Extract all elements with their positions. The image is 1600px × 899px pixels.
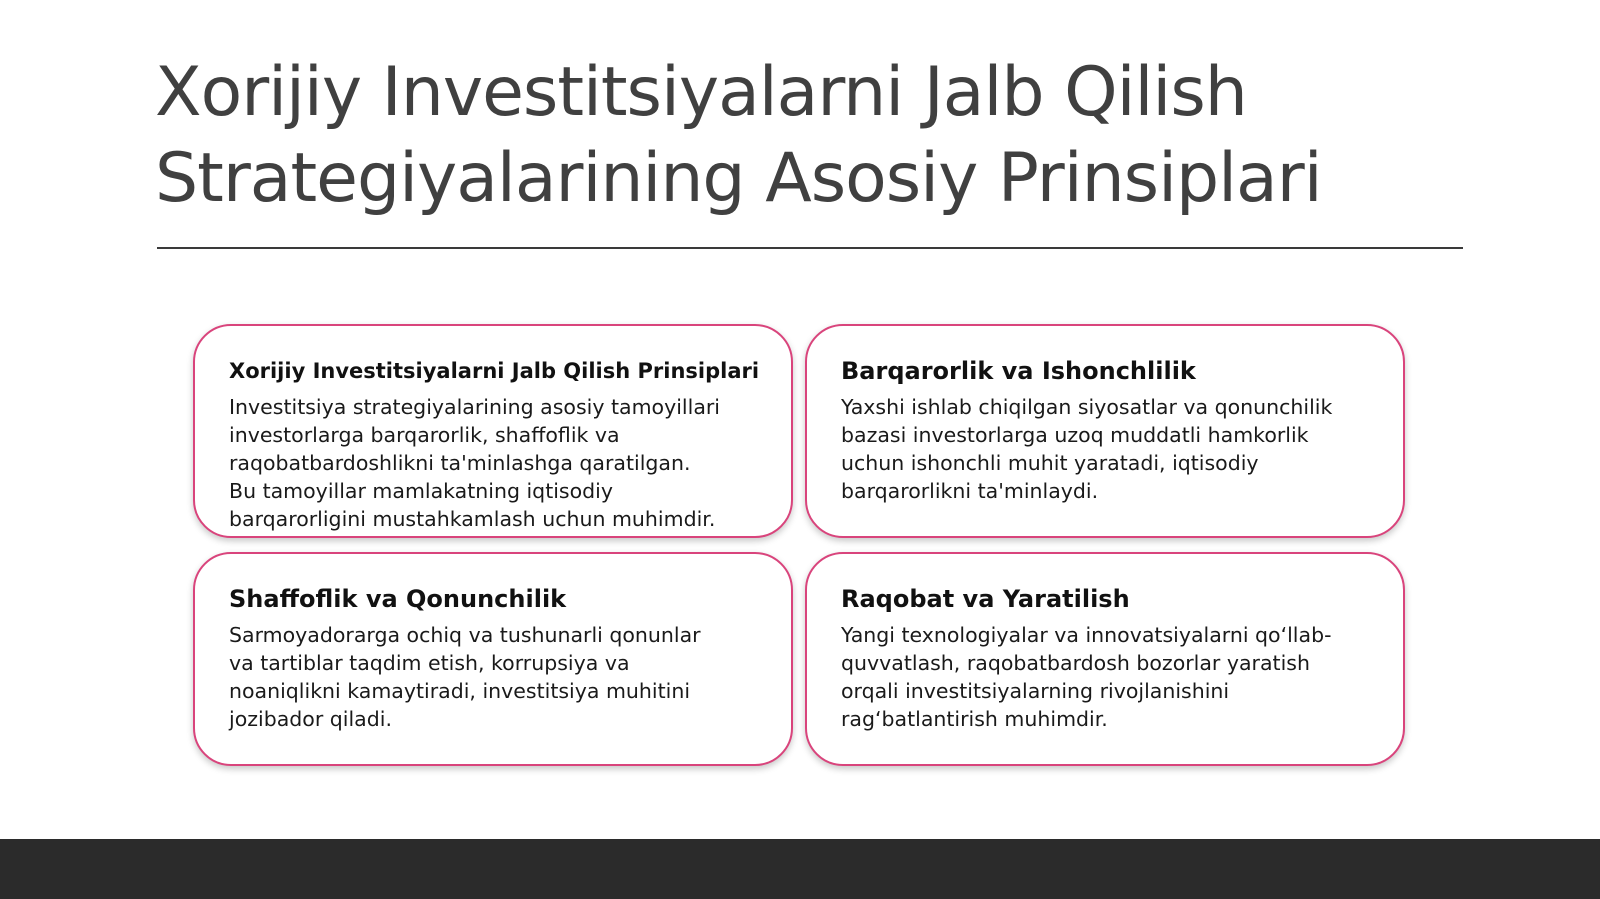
card-title: Shaffoflik va Qonunchilik [229,585,567,613]
card-body-line: raqobatbardoshlikni ta'minlashga qaratilgan. [229,451,691,475]
card-body-line: Bu tamoyillar mamlakatning iqtisodiy [229,479,613,503]
card-body-line: Sarmoyadorarga ochiq va tushunarli qonunlar [229,623,701,647]
card-body-line: investorlarga barqarorlik, shaffoflik va [229,423,620,447]
card-body-line: quvvatlash, raqobatbardosh bozorlar yaratish [841,651,1310,675]
card-body-line: rag‘batlantirish muhimdir. [841,707,1108,731]
card-body-line: bazasi investorlarga uzoq muddatli hamkorlik [841,423,1309,447]
card-body-line: Yangi texnologiyalar va innovatsiyalarni qo‘llab- [841,623,1332,647]
card-body [841,621,1369,733]
card-body-line: noaniqlikni kamaytiradi, investitsiya muhitini [229,679,691,703]
card-body-line: barqarorligini mustahkamlash uchun muhimdir. [229,507,716,531]
footer-band [0,839,1600,899]
card-body-line: jozibador qiladi. [229,707,392,731]
card-body [229,393,757,533]
card-body [841,393,1369,505]
card-title: Raqobat va Yaratilish [841,585,1130,613]
card-body-line: Yaxshi ishlab chiqilgan siyosatlar va qonunchilik [841,395,1333,419]
card-body-line: va tartiblar taqdim etish, korrupsiya va [229,651,630,675]
slide-title-line-2: Strategiyalarining Asosiy Prinsiplari [155,139,1322,218]
card-body-line: Investitsiya strategiyalarining asosiy tamoyillari [229,395,720,419]
card-competition [805,552,1405,766]
card-body-line: uchun ishonchli muhit yaratadi, iqtisodiy [841,451,1259,475]
card-principles [193,324,793,538]
card-title: Barqarorlik va Ishonchlilik [841,357,1196,385]
title-divider [157,247,1463,249]
slide-title [155,50,1495,222]
card-title: Xorijiy Investitsiyalarni Jalb Qilish Prinsiplari [229,359,760,383]
card-body [229,621,757,733]
card-stability [805,324,1405,538]
card-transparency [193,552,793,766]
card-body-line: barqarorlikni ta'minlaydi. [841,479,1099,503]
slide-title-line-1: Xorijiy Investitsiyalarni Jalb Qilish [155,53,1247,132]
card-body-line: orqali investitsiyalarning rivojlanishini [841,679,1230,703]
